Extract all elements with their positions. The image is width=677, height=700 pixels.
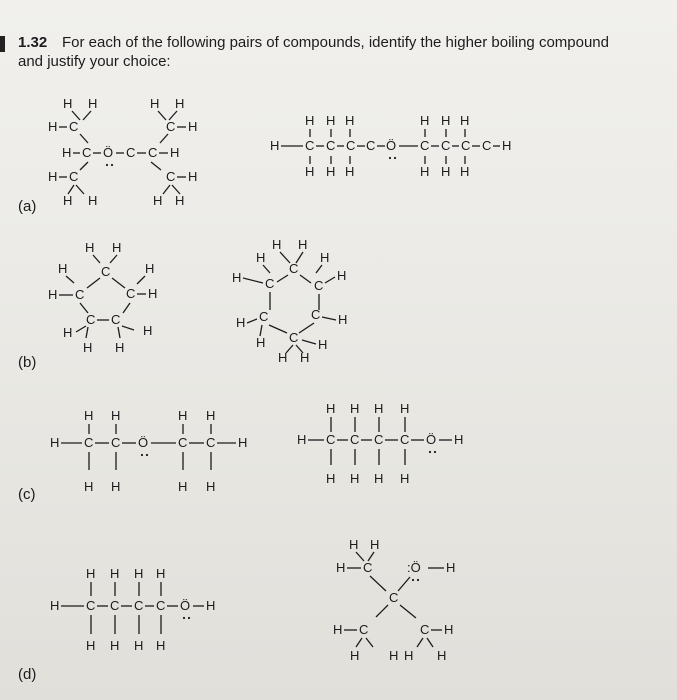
svg-text:H: H [300, 350, 310, 365]
svg-text:C: C [101, 264, 111, 279]
svg-text:H: H [58, 261, 68, 276]
svg-text:H: H [441, 113, 451, 128]
svg-text:Ö: Ö [180, 598, 191, 613]
svg-text:C: C [82, 145, 92, 160]
svg-text:H: H [48, 119, 58, 134]
svg-text:H: H [48, 169, 58, 184]
svg-text:H: H [86, 566, 96, 581]
svg-text:C: C [75, 287, 85, 302]
svg-text:H: H [454, 432, 464, 447]
structure-a-right [270, 113, 511, 179]
svg-text:H: H [148, 286, 158, 301]
svg-text:H: H [502, 138, 512, 153]
svg-text:H: H [88, 193, 98, 208]
svg-text:H: H [350, 471, 360, 486]
question-number: 1.32 [18, 34, 48, 51]
svg-text:H: H [437, 648, 447, 663]
structure-d-right [333, 537, 455, 663]
svg-text:Ö: Ö [386, 138, 397, 153]
svg-text:H: H [111, 479, 121, 494]
svg-text:C: C [86, 598, 96, 613]
svg-text:H: H [134, 566, 144, 581]
svg-text:H: H [143, 323, 153, 338]
part-label-d: (d) [18, 666, 37, 683]
svg-text::Ö: :Ö [407, 560, 421, 575]
svg-text:H: H [349, 537, 359, 552]
svg-text:H: H [145, 261, 155, 276]
svg-text:C: C [359, 622, 369, 637]
svg-text:C: C [265, 276, 275, 291]
svg-text:H: H [84, 408, 94, 423]
svg-text:H: H [370, 537, 380, 552]
part-label-b: (b) [18, 354, 37, 371]
svg-text:C: C [311, 307, 321, 322]
svg-text:C: C [289, 330, 299, 345]
svg-text:H: H [420, 164, 430, 179]
svg-text:C: C [420, 622, 430, 637]
svg-text:H: H [134, 638, 144, 653]
structure-d-left [50, 566, 215, 653]
svg-text:H: H [305, 164, 315, 179]
svg-text:C: C [305, 138, 315, 153]
svg-text:C: C [461, 138, 471, 153]
svg-text:C: C [126, 286, 136, 301]
svg-text:H: H [153, 193, 163, 208]
svg-text:H: H [83, 340, 93, 355]
svg-text:C: C [166, 119, 176, 134]
structure-c-left [50, 408, 247, 494]
svg-text:C: C [69, 119, 79, 134]
svg-text:H: H [444, 622, 454, 637]
svg-text:H: H [400, 471, 410, 486]
svg-text:H: H [345, 164, 355, 179]
svg-text:H: H [206, 479, 216, 494]
svg-text:H: H [270, 138, 280, 153]
svg-text:C: C [111, 312, 121, 327]
svg-text:H: H [256, 335, 266, 350]
svg-text:H: H [374, 471, 384, 486]
svg-text:H: H [62, 145, 72, 160]
svg-text:Ö: Ö [426, 432, 437, 447]
svg-text:H: H [404, 648, 414, 663]
question-text-line-1: For each of the following pairs of compounds, identify the higher boiling compound [62, 34, 609, 51]
svg-text:H: H [272, 237, 282, 252]
svg-text:H: H [110, 638, 120, 653]
part-label-a: (a) [18, 198, 37, 215]
svg-text:H: H [320, 250, 330, 265]
svg-text:H: H [63, 96, 73, 111]
svg-text:H: H [337, 268, 347, 283]
svg-text:H: H [156, 566, 166, 581]
svg-text:C: C [289, 261, 299, 276]
svg-text:H: H [232, 270, 242, 285]
svg-text:H: H [460, 113, 470, 128]
svg-text:C: C [86, 312, 96, 327]
svg-text:H: H [446, 560, 456, 575]
svg-text:H: H [374, 401, 384, 416]
svg-text:H: H [110, 566, 120, 581]
svg-text:Ö: Ö [138, 435, 149, 450]
svg-text:H: H [336, 560, 346, 575]
svg-text:C: C [441, 138, 451, 153]
svg-text:C: C [111, 435, 121, 450]
svg-text:H: H [178, 408, 188, 423]
svg-text:H: H [326, 164, 336, 179]
svg-text:H: H [297, 432, 307, 447]
structure-c-right [297, 401, 463, 486]
svg-text:C: C [346, 138, 356, 153]
svg-text:C: C [363, 560, 373, 575]
svg-text:C: C [389, 590, 399, 605]
svg-text:H: H [236, 315, 246, 330]
svg-text:H: H [350, 401, 360, 416]
svg-text:H: H [188, 119, 198, 134]
svg-text:H: H [88, 96, 98, 111]
svg-text:H: H [178, 479, 188, 494]
svg-text:H: H [420, 113, 430, 128]
svg-text:H: H [333, 622, 343, 637]
svg-text:C: C [166, 169, 176, 184]
svg-text:C: C [259, 309, 269, 324]
svg-text:H: H [298, 237, 308, 252]
svg-text:H: H [338, 312, 348, 327]
svg-text:H: H [63, 325, 73, 340]
svg-text:H: H [150, 96, 160, 111]
svg-text:C: C [156, 598, 166, 613]
svg-text:H: H [318, 337, 328, 352]
svg-text:H: H [156, 638, 166, 653]
svg-text:H: H [50, 435, 60, 450]
svg-text:H: H [50, 598, 60, 613]
svg-text:C: C [314, 278, 324, 293]
svg-text:H: H [256, 250, 266, 265]
svg-text:H: H [389, 648, 399, 663]
svg-text:C: C [374, 432, 384, 447]
svg-text:C: C [126, 145, 136, 160]
svg-text:H: H [345, 113, 355, 128]
svg-text:C: C [420, 138, 430, 153]
part-label-c: (c) [18, 486, 36, 503]
svg-text:C: C [206, 435, 216, 450]
question-text-line-2: and justify your choice: [18, 53, 171, 70]
svg-text:H: H [460, 164, 470, 179]
svg-text:H: H [170, 145, 180, 160]
structure-b-right [232, 237, 347, 365]
structure-a-left [48, 96, 197, 208]
svg-text:H: H [111, 408, 121, 423]
svg-text:H: H [63, 193, 73, 208]
svg-text:C: C [69, 169, 79, 184]
svg-text:C: C [350, 432, 360, 447]
svg-text:C: C [400, 432, 410, 447]
svg-text:C: C [366, 138, 376, 153]
svg-text:H: H [86, 638, 96, 653]
svg-text:H: H [278, 350, 288, 365]
svg-text:H: H [326, 471, 336, 486]
svg-text:C: C [134, 598, 144, 613]
svg-text:C: C [326, 138, 336, 153]
svg-text:H: H [326, 401, 336, 416]
svg-text:H: H [326, 113, 336, 128]
svg-text:C: C [110, 598, 120, 613]
svg-text:H: H [112, 240, 122, 255]
svg-text:H: H [206, 408, 216, 423]
svg-text:H: H [175, 96, 185, 111]
svg-text:H: H [48, 287, 58, 302]
svg-text:H: H [305, 113, 315, 128]
svg-text:C: C [178, 435, 188, 450]
svg-text:C: C [148, 145, 158, 160]
svg-text:Ö: Ö [103, 145, 114, 160]
svg-text:H: H [84, 479, 94, 494]
svg-text:H: H [115, 340, 125, 355]
svg-text:H: H [206, 598, 216, 613]
svg-text:H: H [441, 164, 451, 179]
svg-text:H: H [85, 240, 95, 255]
svg-text:H: H [175, 193, 185, 208]
svg-text:C: C [482, 138, 492, 153]
svg-text:H: H [400, 401, 410, 416]
svg-text:H: H [350, 648, 360, 663]
svg-text:H: H [188, 169, 198, 184]
svg-text:C: C [84, 435, 94, 450]
svg-text:C: C [326, 432, 336, 447]
structure-b-left [48, 240, 157, 355]
svg-text:H: H [238, 435, 248, 450]
